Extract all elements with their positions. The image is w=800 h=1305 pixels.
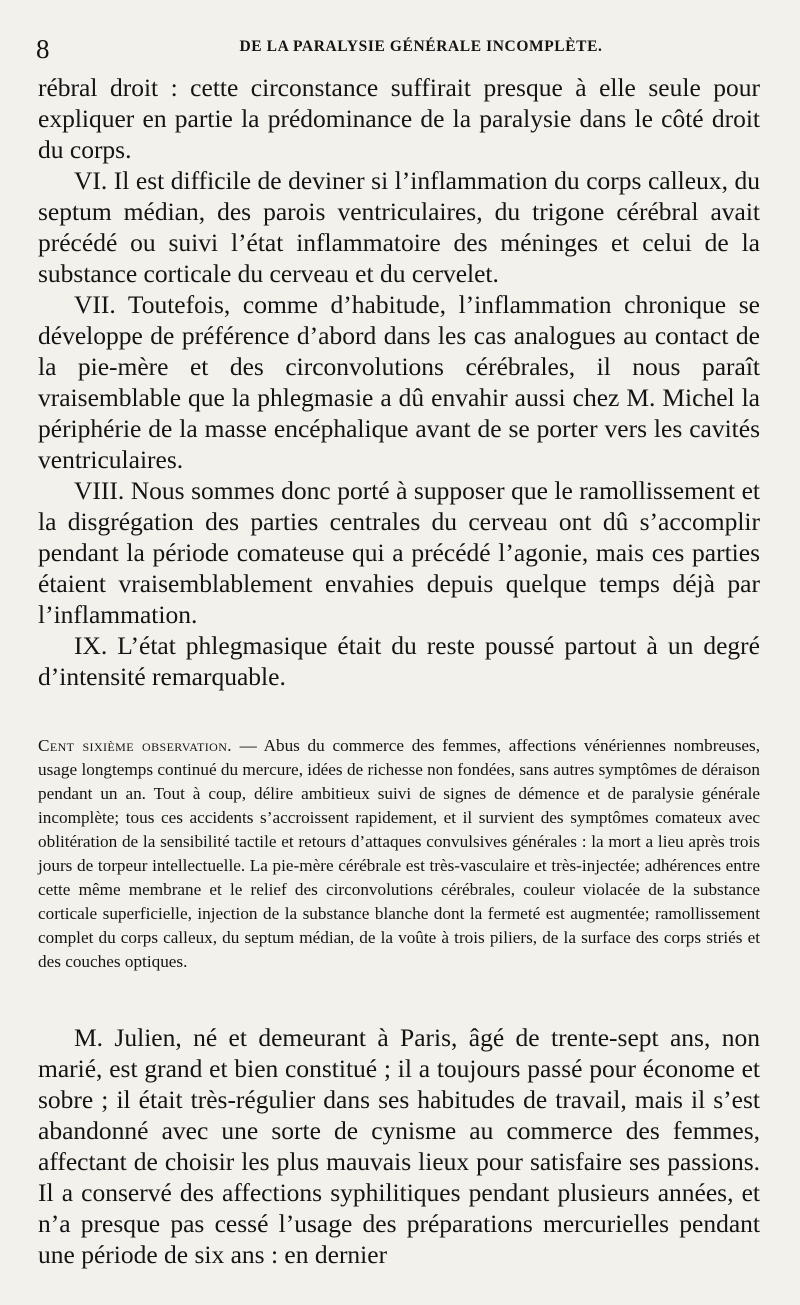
main-text (38, 72, 760, 692)
observation-text: — Abus du commerce des femmes, affections vénériennes nombreuses, usage longtemps continué du mercure, idées de richesse non fondées, sans autres symptômes de déraison pendant un an. Tout à coup, délire ambitieux suivi de signes de démence et de paralysie générale incomplète; tous ces accidents s’accroissent rapidement, et il survient des symptômes comateux avec oblitération de la sensibilité tactile et retours d’attaques convulsives générales : la mort a lieu après trois jours de torpeur intellectuelle. La pie-mère cérébrale est très-vasculaire et très-injectée; adhérences entre cette même membrane et le relief des circonvolutions cérébrales, couleur violacée de la substance corticale superficielle, injection de la substance blanche dont la fermeté est augmentée; ramollissement complet du corps calleux, du septum médian, de la voûte à trois piliers, de la surface des corps striés et des couches optiques. (38, 736, 760, 971)
paragraph-julien-text: M. Julien, né et demeurant à Paris, âgé de trente-sept ans, non marié, est grand et bien constitué ; il a toujours passé pour économe et sobre ; il était très-régulier dans ses habitudes de travail, mais il s’est abandonné avec une sorte de cynisme au commerce des femmes, affectant de choisir les plus mauvais lieux pour satisfaire ses passions. Il a conservé des affections syphilitiques pendant plusieurs années, et n’a presque pas cessé l’usage des préparations mercurielles pendant une période de six ans : en dernier (38, 1023, 760, 1269)
paragraph-viii-text: VIII. Nous sommes donc porté à supposer que le ramollissement et la disgrégation des parties centrales du cerveau ont dû s’accomplir pendant la période comateuse qui a précédé l’agonie, mais ces parties étaient vraisemblablement envahies depuis quelque temps déjà par l’inflammation. (38, 476, 760, 629)
observation-summary (38, 734, 760, 974)
case-narrative (38, 1022, 760, 1270)
observation-paragraph (38, 734, 760, 974)
paragraph-continuation: rébral droit : cette circonstance suffirait presque à elle seule pour expliquer en partie la prédominance de la paralysie dans le côté droit du corps. (38, 73, 760, 164)
paragraph-julien (38, 1022, 760, 1270)
page-header (36, 34, 766, 64)
page-number: 8 (36, 34, 50, 64)
paragraph-vii-text: VII. Toutefois, comme d’habitude, l’inflammation chronique se développe de préférence d’abord dans les cas analogues au contact de la pie-mère et des circonvolutions cérébrales, il nous paraît vraisemblable que la phlegmasie a dû envahir aussi chez M. Michel la périphérie de la masse encéphalique avant de se porter vers les cavités ventriculaires. (38, 290, 760, 474)
paragraph-vi-text: VI. Il est difficile de deviner si l’inflammation du corps calleux, du septum médian, des parois ventriculaires, du trigone cérébral avait précédé ou suivi l’état inflammatoire des méninges et celui de la substance corticale du cerveau et du cervelet. (38, 166, 760, 288)
paragraph-vi (38, 165, 760, 289)
observation-heading: Cent sixième observation. (38, 736, 232, 755)
paragraph-ix-text: IX. L’état phlegmasique était du reste poussé partout à un degré d’intensité remarquable. (38, 631, 760, 691)
running-title: DE LA PARALYSIE GÉNÉRALE INCOMPLÈTE. (239, 38, 603, 55)
paragraph-viii (38, 475, 760, 630)
paragraph-vii (38, 289, 760, 475)
paragraph-ix (38, 630, 760, 692)
